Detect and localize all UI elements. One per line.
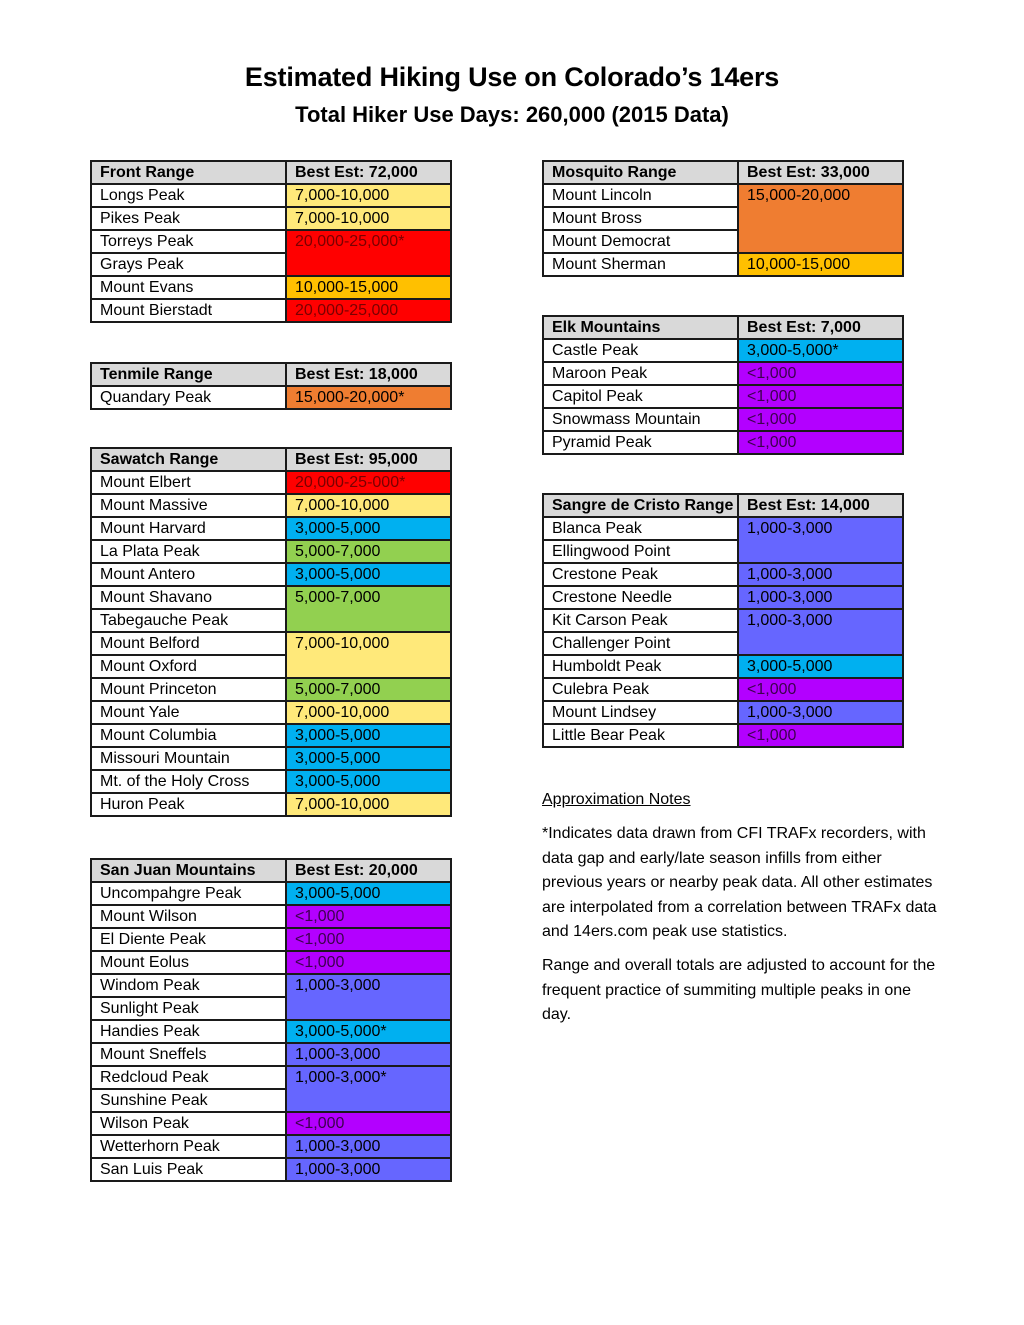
peak-estimate: 15,000-20,000	[738, 184, 903, 253]
peak-name: Capitol Peak	[543, 385, 738, 408]
peak-estimate: <1,000	[738, 431, 903, 454]
peak-estimate: 3,000-5,000	[286, 770, 451, 793]
peak-name: Pikes Peak	[91, 207, 286, 230]
peak-name: Mount Princeton	[91, 678, 286, 701]
peak-name: Blanca Peak	[543, 517, 738, 540]
peak-estimate: 3,000-5,000	[286, 563, 451, 586]
peak-name: Castle Peak	[543, 339, 738, 362]
tenmile-range-table	[90, 362, 452, 410]
peak-name: Mount Belford	[91, 632, 286, 655]
table-row	[91, 951, 451, 974]
table-row	[543, 563, 903, 586]
table-row	[91, 678, 451, 701]
table-row	[543, 655, 903, 678]
table-row	[91, 1158, 451, 1181]
table-row	[91, 928, 451, 951]
sangre-de-cristo-range-table	[542, 493, 904, 748]
peak-name: Redcloud Peak	[91, 1066, 286, 1089]
peak-name: Mount Democrat	[543, 230, 738, 253]
table-row	[91, 974, 451, 997]
table-row	[91, 1112, 451, 1135]
peak-estimate: 7,000-10,000	[286, 793, 451, 816]
range-best-estimate: Best Est: 33,000	[738, 161, 903, 184]
peak-name: Mount Elbert	[91, 471, 286, 494]
peak-name: Mount Evans	[91, 276, 286, 299]
peak-estimate: <1,000	[286, 928, 451, 951]
peak-name: Mount Bierstadt	[91, 299, 286, 322]
table-row	[91, 1066, 451, 1089]
table-row	[543, 609, 903, 632]
peak-estimate: 7,000-10,000	[286, 494, 451, 517]
table-row	[543, 678, 903, 701]
peak-name: Windom Peak	[91, 974, 286, 997]
peak-name: Uncompahgre Peak	[91, 882, 286, 905]
peak-estimate: <1,000	[738, 362, 903, 385]
peak-estimate: 1,000-3,000	[286, 1135, 451, 1158]
peak-name: Mount Antero	[91, 563, 286, 586]
peak-name: Mount Yale	[91, 701, 286, 724]
peak-name: Huron Peak	[91, 793, 286, 816]
peak-name: El Diente Peak	[91, 928, 286, 951]
peak-name: Torreys Peak	[91, 230, 286, 253]
range-name: Mosquito Range	[543, 161, 738, 184]
range-best-estimate: Best Est: 7,000	[738, 316, 903, 339]
peak-name: Grays Peak	[91, 253, 286, 276]
peak-name: Mount Wilson	[91, 905, 286, 928]
peak-estimate: <1,000	[738, 678, 903, 701]
peak-name: Mount Harvard	[91, 517, 286, 540]
table-row	[91, 184, 451, 207]
peak-name: Missouri Mountain	[91, 747, 286, 770]
page-title: Estimated Hiking Use on Colorado’s 14ers	[244, 62, 780, 92]
peak-estimate: 15,000-20,000*	[286, 386, 451, 409]
range-name: Elk Mountains	[543, 316, 738, 339]
peak-estimate: 7,000-10,000	[286, 207, 451, 230]
notes-heading: Approximation Notes	[542, 791, 691, 808]
range-name: Tenmile Range	[91, 363, 286, 386]
table-row	[91, 793, 451, 816]
peak-name: Mount Eolus	[91, 951, 286, 974]
peak-name: Quandary Peak	[91, 386, 286, 409]
table-row	[91, 230, 451, 253]
peak-name: Mount Columbia	[91, 724, 286, 747]
peak-name: Culebra Peak	[543, 678, 738, 701]
notes-paragraph: *Indicates data drawn from CFI TRAFx recorders, with data gap and early/late season infills from either previous years or nearby peak data. All other estimates are interpolated from a correlation between TRAFx data and 14ers.com peak use statistics.	[542, 825, 937, 941]
peak-estimate: 3,000-5,000	[286, 882, 451, 905]
peak-name: Handies Peak	[91, 1020, 286, 1043]
page-subtitle: Total Hiker Use Days: 260,000 (2015 Data)	[295, 102, 729, 127]
table-row	[543, 701, 903, 724]
peak-estimate: <1,000	[286, 905, 451, 928]
peak-name: San Luis Peak	[91, 1158, 286, 1181]
peak-name: Longs Peak	[91, 184, 286, 207]
peak-estimate: 1,000-3,000	[738, 586, 903, 609]
peak-name: Kit Carson Peak	[543, 609, 738, 632]
range-best-estimate: Best Est: 20,000	[286, 859, 451, 882]
peak-name: Pyramid Peak	[543, 431, 738, 454]
peak-name: Mount Lindsey	[543, 701, 738, 724]
table-row	[91, 207, 451, 230]
peak-estimate: 3,000-5,000*	[286, 1020, 451, 1043]
peak-name: Crestone Needle	[543, 586, 738, 609]
peak-name: Little Bear Peak	[543, 724, 738, 747]
range-best-estimate: Best Est: 18,000	[286, 363, 451, 386]
table-row	[91, 299, 451, 322]
table-row	[91, 632, 451, 655]
table-row	[91, 882, 451, 905]
table-row	[91, 540, 451, 563]
range-best-estimate: Best Est: 14,000	[738, 494, 903, 517]
table-header-row	[91, 448, 451, 471]
peak-name: Mount Sneffels	[91, 1043, 286, 1066]
peak-estimate: 1,000-3,000	[286, 974, 451, 1020]
table-row	[91, 1020, 451, 1043]
peak-estimate: 7,000-10,000	[286, 701, 451, 724]
san-juan-mountains-table	[90, 858, 452, 1182]
peak-name: Sunshine Peak	[91, 1089, 286, 1112]
peak-name: Challenger Point	[543, 632, 738, 655]
elk-mountains-table	[542, 315, 904, 455]
peak-estimate: 1,000-3,000	[738, 563, 903, 586]
peak-name: La Plata Peak	[91, 540, 286, 563]
range-name: Sangre de Cristo Range	[543, 494, 738, 517]
peak-name: Tabegauche Peak	[91, 609, 286, 632]
peak-estimate: <1,000	[738, 724, 903, 747]
peak-name: Mt. of the Holy Cross	[91, 770, 286, 793]
front-range-table	[90, 160, 452, 323]
peak-name: Mount Lincoln	[543, 184, 738, 207]
table-header-row	[543, 494, 903, 517]
table-row	[91, 276, 451, 299]
peak-estimate: 3,000-5,000*	[738, 339, 903, 362]
table-header-row	[91, 363, 451, 386]
sawatch-range-table	[90, 447, 452, 817]
peak-name: Sunlight Peak	[91, 997, 286, 1020]
mosquito-range-table	[542, 160, 904, 277]
peak-estimate: 20,000-25,000*	[286, 230, 451, 276]
peak-estimate: 10,000-15,000	[286, 276, 451, 299]
range-name: Front Range	[91, 161, 286, 184]
peak-estimate: <1,000	[286, 1112, 451, 1135]
peak-estimate: 3,000-5,000	[286, 724, 451, 747]
peak-name: Wilson Peak	[91, 1112, 286, 1135]
table-row	[91, 701, 451, 724]
peak-estimate: 5,000-7,000	[286, 540, 451, 563]
table-row	[543, 408, 903, 431]
peak-estimate: 1,000-3,000	[738, 701, 903, 724]
peak-estimate: <1,000	[286, 951, 451, 974]
table-row	[543, 431, 903, 454]
peak-estimate: 3,000-5,000	[286, 747, 451, 770]
peak-estimate: 1,000-3,000	[286, 1043, 451, 1066]
table-row	[543, 586, 903, 609]
peak-estimate: <1,000	[738, 408, 903, 431]
peak-estimate: 7,000-10,000	[286, 184, 451, 207]
peak-estimate: 3,000-5,000	[738, 655, 903, 678]
peak-estimate: 20,000-25-000*	[286, 471, 451, 494]
peak-name: Mount Sherman	[543, 253, 738, 276]
range-name: San Juan Mountains	[91, 859, 286, 882]
table-row	[91, 770, 451, 793]
table-header-row	[543, 161, 903, 184]
table-row	[543, 184, 903, 207]
peak-estimate: 1,000-3,000	[738, 517, 903, 563]
peak-estimate: 1,000-3,000	[286, 1158, 451, 1181]
peak-name: Humboldt Peak	[543, 655, 738, 678]
table-row	[91, 747, 451, 770]
peak-estimate: 20,000-25,000	[286, 299, 451, 322]
table-row	[91, 1135, 451, 1158]
table-row	[543, 724, 903, 747]
peak-estimate: 10,000-15,000	[738, 253, 903, 276]
table-header-row	[91, 161, 451, 184]
peak-name: Maroon Peak	[543, 362, 738, 385]
peak-estimate: 7,000-10,000	[286, 632, 451, 678]
range-best-estimate: Best Est: 72,000	[286, 161, 451, 184]
peak-name: Mount Bross	[543, 207, 738, 230]
table-header-row	[91, 859, 451, 882]
table-row	[91, 1043, 451, 1066]
peak-estimate: 1,000-3,000	[738, 609, 903, 655]
table-row	[91, 517, 451, 540]
peak-name: Wetterhorn Peak	[91, 1135, 286, 1158]
table-row	[91, 471, 451, 494]
range-best-estimate: Best Est: 95,000	[286, 448, 451, 471]
peak-name: Crestone Peak	[543, 563, 738, 586]
peak-name: Mount Oxford	[91, 655, 286, 678]
table-row	[91, 563, 451, 586]
peak-name: Mount Massive	[91, 494, 286, 517]
table-row	[91, 586, 451, 609]
peak-estimate: <1,000	[738, 385, 903, 408]
peak-estimate: 5,000-7,000	[286, 678, 451, 701]
peak-name: Ellingwood Point	[543, 540, 738, 563]
peak-estimate: 1,000-3,000*	[286, 1066, 451, 1112]
table-row	[543, 253, 903, 276]
peak-estimate: 3,000-5,000	[286, 517, 451, 540]
table-row	[91, 494, 451, 517]
peak-estimate: 5,000-7,000	[286, 586, 451, 632]
table-header-row	[543, 316, 903, 339]
approximation-notes	[542, 788, 942, 1038]
peak-name: Mount Shavano	[91, 586, 286, 609]
range-name: Sawatch Range	[91, 448, 286, 471]
table-row	[91, 905, 451, 928]
table-row	[543, 517, 903, 540]
table-row	[91, 386, 451, 409]
notes-paragraph: Range and overall totals are adjusted to account for the frequent practice of summiting multiple peaks in one day.	[542, 957, 936, 1024]
table-row	[543, 385, 903, 408]
peak-name: Snowmass Mountain	[543, 408, 738, 431]
table-row	[543, 362, 903, 385]
table-row	[543, 339, 903, 362]
table-row	[91, 724, 451, 747]
